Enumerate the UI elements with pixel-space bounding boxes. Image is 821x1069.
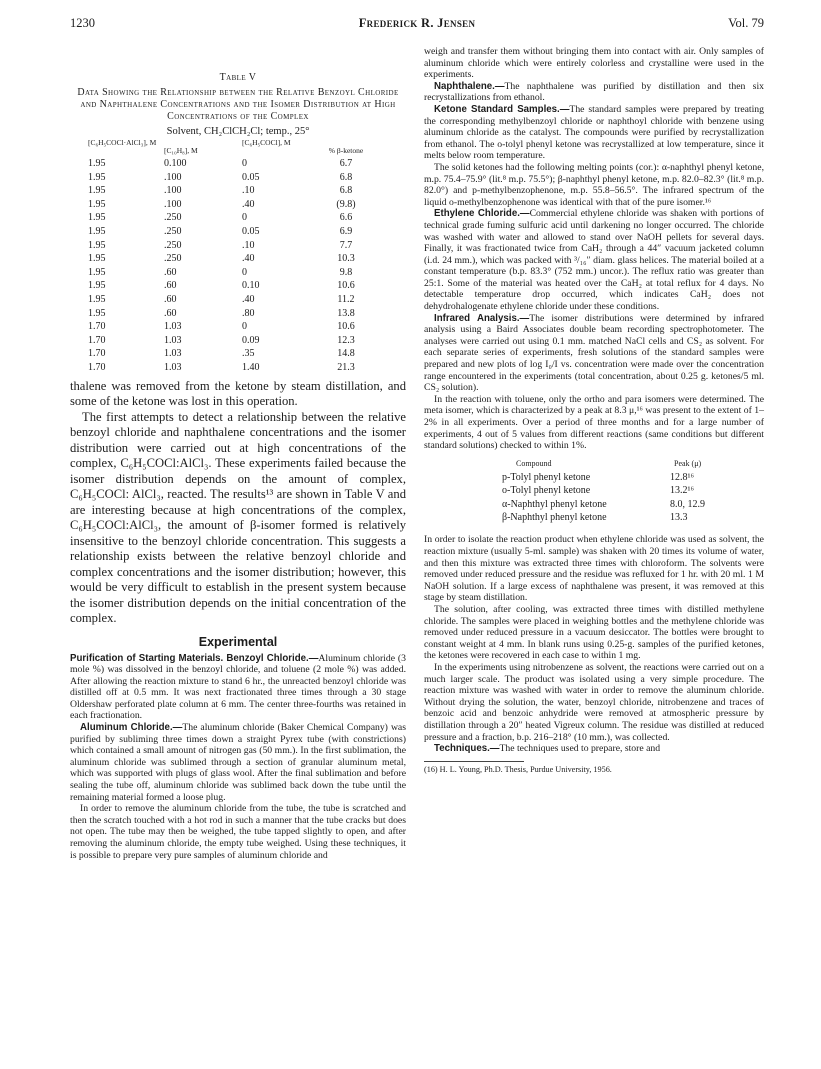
table-cell: 0 xyxy=(242,212,247,224)
compound-row xyxy=(502,471,705,484)
table-conditions: Solvent, CH₂ClCH₂Cl; temp., 25° xyxy=(166,126,310,137)
table-cell: 14.8 xyxy=(337,348,355,360)
experimental-paragraph xyxy=(424,208,764,312)
paragraph-text: The solid ketones had the following melting points (cor.): α-naphthyl phenyl ketone, m.p. 75.4–75.9° (lit.⁸ m.p. 75.5°); β-naphthyl phenyl ketone, m.p. 82.0–82.3° (lit.⁸ m.p. 82.0°) and p-methylbenzophenone, m.p. 55.8–56.5°. The infrared spectrum of the liquid o-methylbenzophenone was identical with that of the pure isomer.¹⁶ xyxy=(424,161,764,208)
experimental-right-text xyxy=(424,46,764,452)
table-row xyxy=(86,347,386,361)
paragraph-text: The solution, after cooling, was extracted three times with distilled methylene chloride. The samples were placed in weighing bottles and the methylene chloride was removed under reduced pressure in a vacuum desiccator. The bottles were brought to constant weight at 4 mm. In blank runs using 0.25-g. samples of the purified ketones, the ketones were recovered in each case to within 1 mg. xyxy=(424,603,764,662)
table-cell: .250 xyxy=(164,225,182,237)
experimental-paragraph xyxy=(424,46,764,81)
table-cell: 0 xyxy=(242,266,247,278)
paragraph-run-in-heading: Ketone Standard Samples.— xyxy=(434,103,570,115)
table-title: Table V xyxy=(219,72,257,83)
table-cell: 0 xyxy=(242,321,247,333)
table-cell: .10 xyxy=(242,239,255,251)
table-cell: 1.95 xyxy=(88,225,106,237)
compound-table xyxy=(502,471,705,525)
paragraph-run-in-heading: Techniques.— xyxy=(434,743,500,755)
table-cell: 1.95 xyxy=(88,158,106,169)
table-cell: .250 xyxy=(164,239,182,251)
paragraph-text: In the experiments using nitrobenzene as solvent, the reactions were carried out on a much larger scale. The product was isolated using a very simple procedure. The reaction mixture was washed with water in order to remove the aluminum chloride. Without drying the solution, the water, benzoyl chloride, nitrobenzene and traces of benzoic acid and benzoic anhydride were removed at atmospheric pressure by distillation through a 20″ heated Vigreux column. The residue was distilled at reduced pressure and a fraction, b.p. 216–218° (10 mm.), was collected. xyxy=(424,661,764,743)
table-cell: .100 xyxy=(164,171,182,183)
experimental-paragraph xyxy=(70,653,406,723)
peak-header: Peak (μ) xyxy=(674,458,702,468)
table-cell: 13.8 xyxy=(337,307,355,319)
column-header: [C₁₀H₈], M xyxy=(164,146,198,155)
column-header: [C₆H₅COCl·AlCl₃], M xyxy=(88,138,157,147)
table-row xyxy=(86,211,386,225)
table-cell: 1.95 xyxy=(88,307,106,319)
experimental-left-text xyxy=(70,653,406,862)
compound-row xyxy=(502,511,705,524)
right-column xyxy=(424,46,764,774)
body-paragraph: thalene was removed from the ketone by steam distillation, and some of the ketone was lost in this operation. xyxy=(70,378,406,408)
table-cell: 1.03 xyxy=(164,334,182,346)
table-cell: .60 xyxy=(164,266,177,278)
table-cell: .100 xyxy=(164,198,182,210)
paragraph-run-in-heading: Naphthalene.— xyxy=(434,80,505,92)
table-cell: 1.70 xyxy=(88,334,106,346)
experimental-paragraph xyxy=(424,662,764,743)
table-cell: 1.95 xyxy=(88,212,106,224)
table-row xyxy=(86,225,386,239)
paragraph-text: The aluminum chloride (Baker Chemical Company) was purified by subliming three times down a straight Pyrex tube (with constrictions) which contained a small amount of nitrogen gas (50 mm.). In the first sublimation, the aluminum chloride was sublimed through a section of granular aluminum metal, which was supported with plugs of glass wool. After the final sublimation and before sealing the tube off, aluminum chloride was sublimed back down the tube until the remaining material formed a loose plug. xyxy=(70,722,407,803)
compound-peak: 13.2¹⁶ xyxy=(670,485,694,497)
table-cell: .250 xyxy=(164,253,182,265)
left-column xyxy=(70,46,406,861)
compound-name: p-Tolyl phenyl ketone xyxy=(502,471,591,483)
paragraph-run-in-heading: Purification of Starting Materials. Benzoyl Chloride.— xyxy=(70,652,319,664)
compound-name: o-Tolyl phenyl ketone xyxy=(502,485,591,497)
running-author: Frederick R. Jensen xyxy=(358,16,476,30)
compound-peak: 12.8¹⁶ xyxy=(670,471,694,483)
compound-peak: 8.0, 12.9 xyxy=(670,498,705,510)
paragraph-text: Commercial ethylene chloride was shaken with portions of technical grade fuming sulfuric acid until darkening no longer occurred. The chloride was washed with water and allowed to stand over NaOH pellets for several days. Finally, it was fractionated twice from CaH₂ through a 44″ vacuum jacketed column (i.d. 24 mm.), which was packed with ³/₁₆″ diam. glass helices. The material boiled at a constant temperature (b.p. 83.3° (752 mm.) uncor.). The reflux ratio was greater than 25:1. Some of the material was heated over the CaH₂ at total reflux for 4 days. No detectable temperature drop occurred, which indicates CaH₂ does not dehydrohalogenate ethylene chloride under these conditions. xyxy=(424,208,764,313)
table-cell: 0.05 xyxy=(242,225,260,237)
table-cell: 1.95 xyxy=(88,253,106,265)
table-cell: 1.95 xyxy=(88,266,106,278)
experimental-heading: Experimental xyxy=(198,634,278,649)
paragraph-text: In order to isolate the reaction product when ethylene chloride was used as solvent, the reaction mixture (usually 5-ml. sample) was shaken with 20 times its volume of water, and then this mixture was extracted three times with chloroform. The solvents were removed under reduced pressure and the residue was refluxed for 1 hr. with 20 ml. 1 M NaOH solution. If a large excess of naphthalene was present, it was removed at this stage by steam distillation. xyxy=(424,534,764,604)
compound-name: β-Naphthyl phenyl ketone xyxy=(502,512,607,523)
table-cell: 9.8 xyxy=(339,266,353,278)
body-paragraph: The first attempts to detect a relationship between the relative benzoyl chloride and naphthalene concentrations and the isomer distribution were carried out at high concentrations of the complex, C₆H₅COCl:AlCl₃. These experiments failed because the isomer distribution depends on the amount of complex, C₆H₅COCl: AlCl₃, reacted. The results¹³ are shown in Table V and are interesting because at high concentrations of the complex, C₆H₅COCl:AlCl₃, the amount of β-isomer formed is relatively insensitive to the benzoyl chloride concentration. This suggests a relationship exists between the relative benzoyl chloride and complex concentrations and the isomer distribution; however, this would be very difficult to establish in the present system because the isomer distribution depends on the initial concentration of the complex. xyxy=(70,409,406,625)
table-row xyxy=(86,171,386,185)
table-cell: 21.3 xyxy=(337,361,355,373)
experimental-paragraph xyxy=(424,162,764,208)
table-cell: .100 xyxy=(164,185,182,197)
table-cell: 0.10 xyxy=(242,280,260,292)
table-row xyxy=(86,266,386,280)
table-cell: 12.3 xyxy=(337,334,355,346)
footnote: (16) H. L. Young, Ph.D. Thesis, Purdue University, 1956. xyxy=(424,764,612,774)
table-row xyxy=(86,239,386,253)
experimental-paragraph xyxy=(424,743,764,755)
table-body xyxy=(86,157,386,375)
volume-label: Vol. 79 xyxy=(728,16,764,30)
table-cell: .10 xyxy=(242,185,255,197)
table-row xyxy=(86,252,386,266)
column-header: [C₆H₅COCl], M xyxy=(242,138,291,147)
table-cell: 1.95 xyxy=(88,293,106,305)
table-row xyxy=(86,320,386,334)
paragraph-text: The techniques used to prepare, store and xyxy=(499,743,661,755)
compound-name: α-Naphthyl phenyl ketone xyxy=(502,498,607,510)
table-cell: 11.2 xyxy=(337,293,355,305)
table-cell: 1.95 xyxy=(88,198,106,210)
paragraph-run-in-heading: Aluminum Chloride.— xyxy=(80,722,183,734)
table-row xyxy=(86,334,386,348)
table-cell: 1.95 xyxy=(88,171,106,183)
paragraph-text: The isomer distributions were determined by infrared analysis using a Baird Associates double beam recording spectrophotometer. The analyses were carried out using 0.1 mm. matched NaCl cells and CS₂ as solvent. For each separate series of experiments, fresh solutions of the standard samples were prepared and new plots of log I₀/I vs. concentration were made over the concentration range encountered in the experiments (total concentration, about 0.25 g. ketones/5 ml. CS₂ solution). xyxy=(424,312,764,394)
table-cell: 10.6 xyxy=(337,280,355,292)
experimental-paragraph xyxy=(424,394,764,452)
column-header: % β-ketone xyxy=(328,146,364,155)
table-cell: 1.03 xyxy=(164,348,182,360)
table-cell: .60 xyxy=(164,293,177,305)
table-cell: .40 xyxy=(242,198,255,210)
table-cell: 6.6 xyxy=(339,212,353,224)
table-caption: Data Showing the Relationship between the Relative Benzoyl Chloride and Naphthalene Concentrations and the Isomer Distribution at High Concentrations of the Complex xyxy=(77,87,399,122)
intro-text xyxy=(70,379,406,627)
table-cell: 10.6 xyxy=(337,321,355,333)
compound-table-header xyxy=(424,459,764,469)
page-number: 1230 xyxy=(70,16,95,30)
paragraph-run-in-heading: Infrared Analysis.— xyxy=(434,312,530,324)
experimental-paragraph xyxy=(70,722,406,803)
table-cell: 1.95 xyxy=(88,185,106,197)
table-cell: 7.7 xyxy=(339,239,353,251)
compound-row xyxy=(502,498,705,511)
paragraph-text: The standard samples were prepared by treating the corresponding methylbenzoyl chloride or naphthoyl chloride with benzene using aluminum chloride as the catalyst. The compounds were purified by recrystallization from ethanol. The o-tolyl phenyl ketone was recrystallized at low temperature, since it melts below room temperature. xyxy=(424,103,764,162)
table-cell: 0.05 xyxy=(242,171,260,183)
table-row xyxy=(86,307,386,321)
table-cell: .60 xyxy=(164,307,177,319)
paragraph-text: weigh and transfer them without bringing them into contact with air. Only samples of aluminum chloride which were entirely colorless and crystalline were used in the experiments. xyxy=(424,46,764,81)
table-cell: 1.40 xyxy=(242,361,260,373)
table-cell: 1.03 xyxy=(164,361,182,373)
table-cell: 1.95 xyxy=(88,280,106,292)
paragraph-text: Aluminum chloride (3 mole %) was dissolved in the benzoyl chloride, and toluene (2 mole %) was added. After allowing the reaction mixture to stand 6 hr., the unreacted benzoyl chloride was distilled off at 0.5 mm. It was next fractionated three times through a 30 stage Oldershaw perforated plate column at 6 mm. The center three-fourths was retained in each fractionation. xyxy=(70,652,406,722)
paragraph-text: In order to remove the aluminum chloride from the tube, the tube is scratched and then the scratch touched with a hot rod in such a manner that the tube cracks but does not open. The tube may then be weighed, the tube tapped slightly to open, and after removing the aluminum chloride, the empty tube weighed. Using these techniques, it is possible to prepare very pure samples of aluminum chloride and xyxy=(70,803,406,861)
table-cell: 1.70 xyxy=(88,348,106,360)
table-cell: 6.9 xyxy=(339,225,353,237)
compound-row xyxy=(502,484,705,497)
table-header-row xyxy=(86,139,386,157)
data-table xyxy=(86,139,386,375)
table-row xyxy=(86,293,386,307)
experimental-right-text-continued xyxy=(424,534,764,754)
experimental-paragraph xyxy=(424,104,764,162)
table-cell: 6.8 xyxy=(339,171,353,183)
table-cell: 0 xyxy=(242,158,247,169)
table-cell: .35 xyxy=(242,348,255,360)
table-cell: 6.7 xyxy=(339,158,353,169)
compound-peak: 13.3 xyxy=(670,512,688,523)
table-cell: 1.70 xyxy=(88,321,106,333)
table-row xyxy=(86,157,386,171)
paragraph-text: The naphthalene was purified by distillation and then six recrystallizations from ethanol. xyxy=(424,80,764,104)
table-cell: (9.8) xyxy=(336,198,356,210)
paragraph-run-in-heading: Ethylene Chloride.— xyxy=(434,208,530,220)
table-row xyxy=(86,361,386,375)
table-cell: 1.95 xyxy=(88,239,106,251)
table-cell: 1.03 xyxy=(164,321,182,333)
experimental-paragraph xyxy=(424,81,764,104)
table-cell: .60 xyxy=(164,280,177,292)
table-cell: 1.70 xyxy=(88,361,106,373)
footnote-rule xyxy=(424,761,524,762)
table-row xyxy=(86,279,386,293)
table-cell: .80 xyxy=(242,307,255,319)
experimental-paragraph xyxy=(70,803,406,861)
table-cell: 10.3 xyxy=(337,253,355,265)
table-cell: .250 xyxy=(164,212,182,224)
table-cell: 0.100 xyxy=(164,158,187,169)
table-row xyxy=(86,198,386,212)
table-cell: 6.8 xyxy=(339,185,353,197)
experimental-paragraph xyxy=(424,313,764,394)
compound-header: Compound xyxy=(516,458,552,468)
paragraph-text: In the reaction with toluene, only the ortho and para isomers were determined. The meta isomer, which is characterized by a peak at 8.3 μ,¹⁶ was present to the extent of 1–2% in all experiments. Over a period of three months and for a large number of experiments, 4 out of 5 values from different reactions (same conditions but different standard solutions) checked to within 1%. xyxy=(424,393,764,452)
table-cell: .40 xyxy=(242,293,255,305)
table-cell: 0.09 xyxy=(242,334,260,346)
table-row xyxy=(86,184,386,198)
table-cell: .40 xyxy=(242,253,255,265)
experimental-paragraph xyxy=(424,604,764,662)
page-header xyxy=(70,16,764,32)
experimental-paragraph xyxy=(424,534,764,604)
